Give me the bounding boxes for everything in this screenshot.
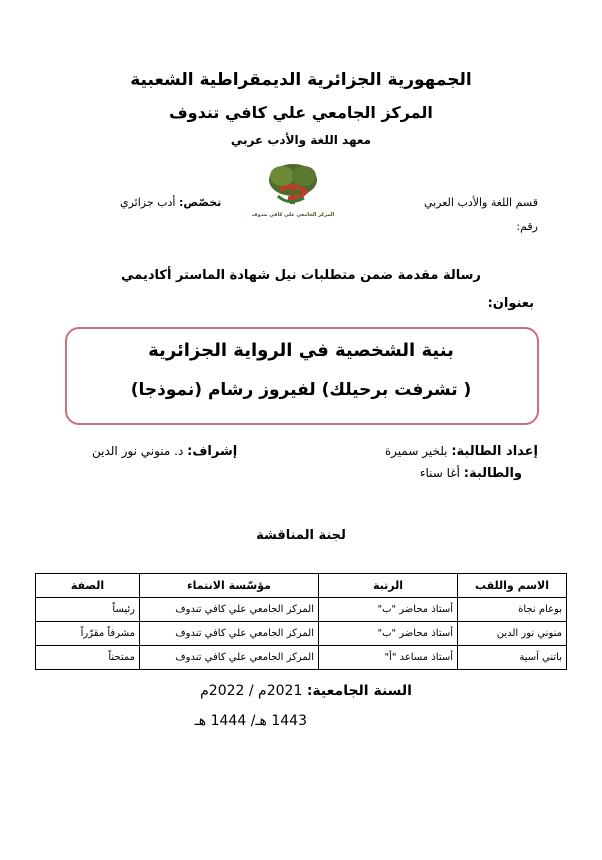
thesis-title-line1: بنية الشخصية في الرواية الجزائرية: [148, 340, 454, 361]
jury-role: رئيساً: [36, 598, 140, 622]
number-label: رقم:: [516, 220, 538, 233]
table-row: [36, 646, 567, 670]
committee-title: لجنة المناقشة: [256, 528, 346, 543]
student-1-label: إعداد الطالبة:: [451, 444, 538, 459]
title-label: بعنوان:: [487, 296, 534, 311]
supervisor-name: د. منوني نور الدين: [92, 444, 184, 458]
hijri-year: 1443 هـ/ 1444 هـ: [194, 713, 307, 729]
student-2-label: والطالبة:: [463, 466, 522, 481]
department-label: قسم اللغة والأدب العربي: [423, 196, 538, 209]
university-center-heading: المركز الجامعي علي كافي تندوف: [169, 103, 433, 122]
table-row: [36, 598, 567, 622]
col-institution-header: مؤسّسة الانتماء: [140, 574, 319, 598]
jury-role: ممتحناً: [36, 646, 140, 670]
specialty: [120, 196, 221, 209]
jury-rank: أستاذ محاضر "ب": [319, 622, 458, 646]
republic-heading: الجمهورية الجزائرية الديمقراطية الشعبية: [130, 70, 472, 90]
supervisor-label: إشراف:: [187, 444, 238, 459]
specialty-value: أدب جزائري: [120, 196, 176, 209]
student-1-name: بلخير سميرة: [384, 444, 448, 458]
student-2: [420, 466, 522, 481]
jury-name: منوني نور الدين: [458, 622, 567, 646]
table-row: [36, 622, 567, 646]
thesis-note: رسالة مقدمة ضمن متطلبات نيل شهادة الماستر أكاديمي: [121, 268, 481, 283]
academic-year-label: السنة الجامعية:: [306, 683, 412, 699]
jury-rank: أستاذ مساعد "أ": [319, 646, 458, 670]
jury-header-row: [36, 574, 567, 598]
jury-institution: المركز الجامعي علي كافي تندوف: [140, 622, 319, 646]
jury-role: مشرفاً مقرّراً: [36, 622, 140, 646]
jury-institution: المركز الجامعي علي كافي تندوف: [140, 646, 319, 670]
academic-year: [200, 683, 412, 699]
jury-table: [35, 573, 567, 670]
col-rank-header: الرتبة: [319, 574, 458, 598]
institute-heading: معهد اللغة والأدب عربي: [230, 133, 372, 147]
jury-name: باتني آسية: [458, 646, 567, 670]
jury-institution: المركز الجامعي علي كافي تندوف: [140, 598, 319, 622]
student-2-name: أغا سناء: [419, 466, 460, 480]
university-logo-icon: [251, 160, 335, 220]
thesis-title-line2: ( تشرفت برحيلك) لفيروز رشام (نموذجا): [130, 380, 472, 400]
col-role-header: الصفة: [36, 574, 140, 598]
academic-year-value: 2021م / 2022م: [200, 683, 303, 699]
student-1: [385, 444, 538, 459]
specialty-label: تخصّص:: [178, 196, 222, 209]
supervisor: [92, 444, 237, 459]
jury-name: بوعام نجاة: [458, 598, 567, 622]
col-name-header: الاسم واللقب: [458, 574, 567, 598]
jury-rank: أستاذ محاضر "ب": [319, 598, 458, 622]
logo-caption: المركز الجامعي علي كافي تندوف: [251, 212, 335, 218]
